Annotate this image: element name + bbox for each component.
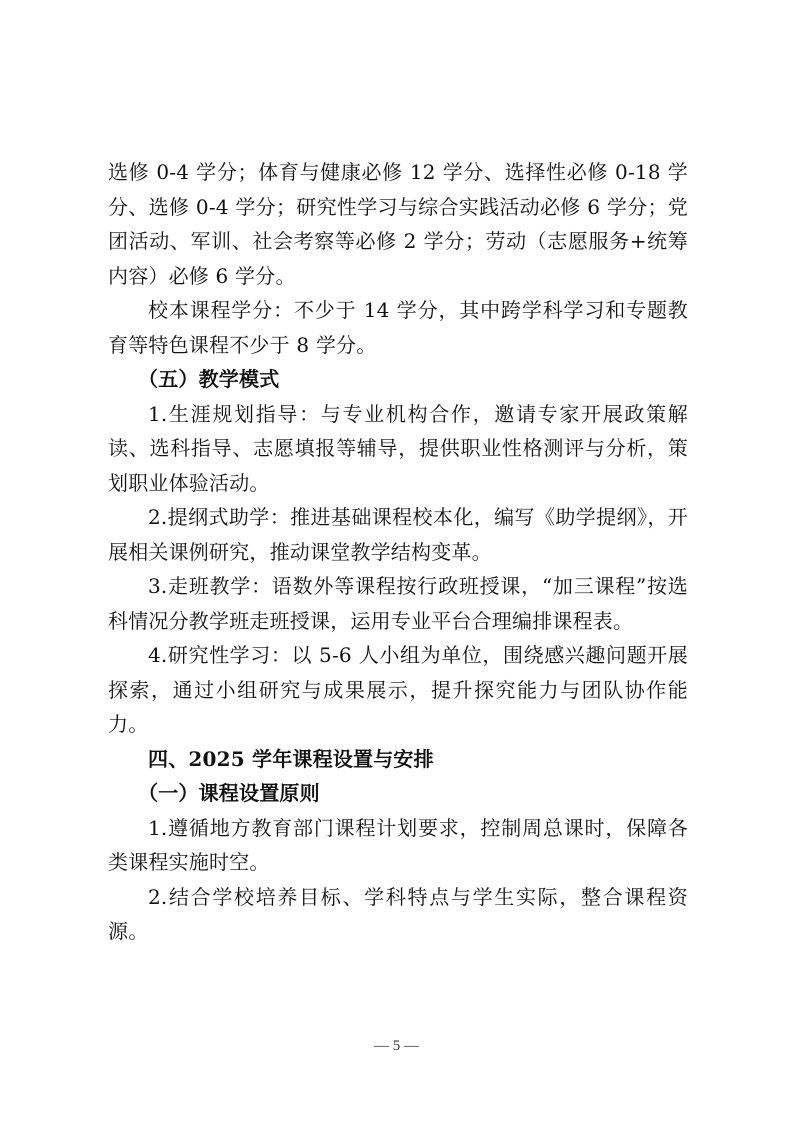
section-heading-course-principles: （一）课程设置原则 [138,781,320,805]
section-heading-course-arrangement: 四、2025 学年课程设置与安排 [148,746,434,771]
paragraph-outline-learning: 2.提纲式助学：推进基础课程校本化，编写《助学提纲》，开展相关课例研究，推动课堂教学结构变革。 [108,505,688,564]
paragraph-school-credits: 校本课程学分：不少于 14 学分，其中跨学科学习和专题教育等特色课程不少于 8 学分。 [108,298,688,357]
section-heading-teaching-mode: （五）教学模式 [138,367,280,391]
paragraph-principle-1: 1.遵循地方教育部门课程计划要求，控制周总课时，保障各类课程实施时空。 [108,815,688,874]
paragraph-research-learning: 4.研究性学习：以 5-6 人小组为单位，围绕感兴趣问题开展探索，通过小组研究与成果展示，提升探究能力与团队协作能力。 [108,643,688,736]
paragraph-class-rotation: 3.走班教学：语数外等课程按行政班授课，“加三课程”按选科情况分教学班走班授课，运用专业平台合理编排课程表。 [108,574,688,633]
paragraph-career-planning: 1.生涯规划指导：与专业机构合作，邀请专家开展政策解读、选科指导、志愿填报等辅导，提供职业性格测评与分析，策划职业体验活动。 [108,401,688,495]
paragraph-principle-2: 2.结合学校培养目标、学科特点与学生实际，整合课程资源。 [108,884,688,943]
page-content [108,155,688,949]
paragraph-credits-continued: 选修 0-4 学分；体育与健康必修 12 学分、选择性必修 0-18 学分、选修 0-4 学分；研究性学习与综合实践活动必修 6 学分；党团活动、军训、社会考察等必修 2 学分；劳动（志愿服务+统筹内容）必修 6 学分。 [108,160,688,288]
page-number: — 5 — [374,1038,419,1054]
